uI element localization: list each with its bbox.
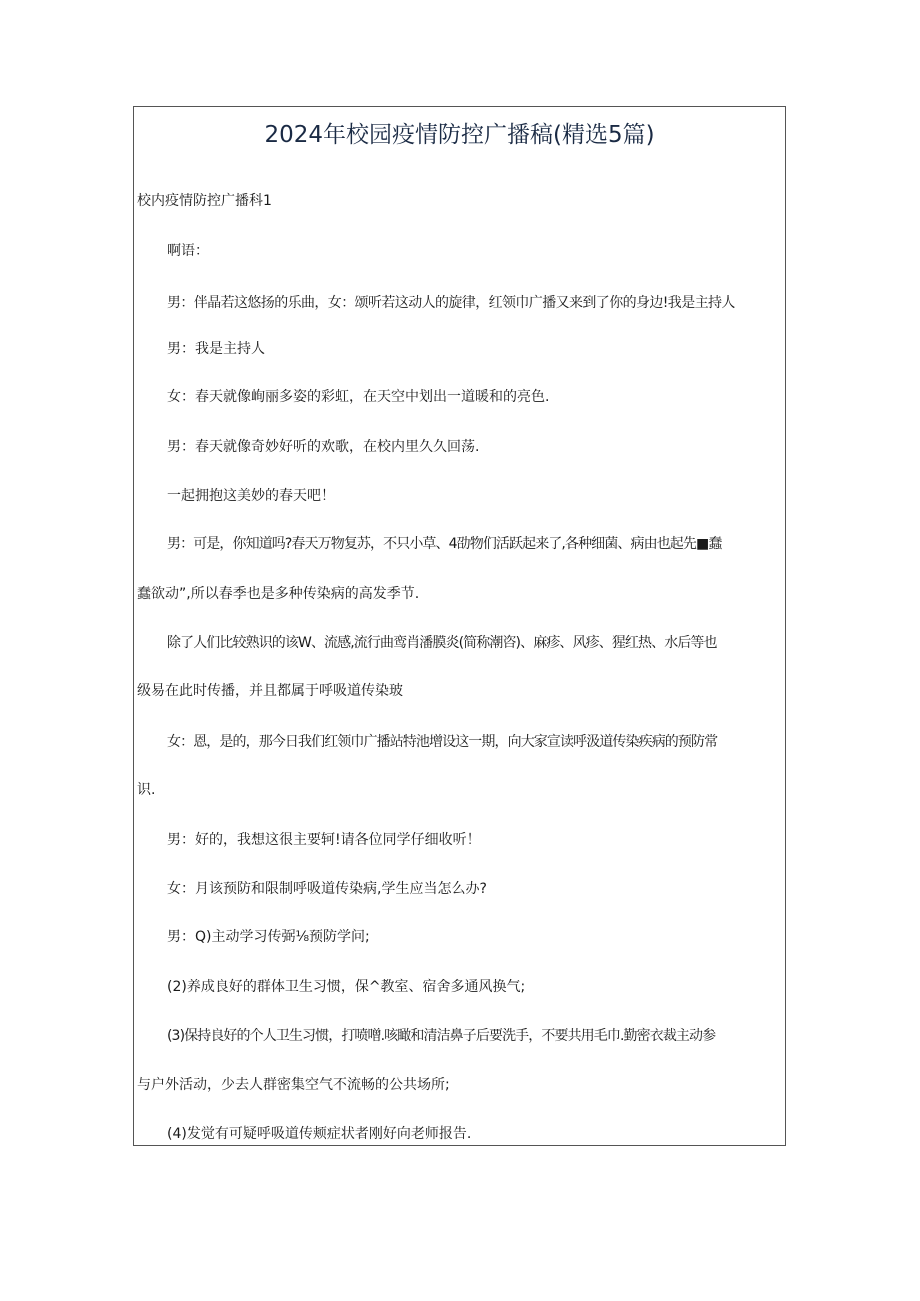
paragraph: (3)保持良好的个人卫生习惯，打喷噌.咳瞰和清洁鼻子后要洗手，不要共用毛巾.勤密衣裁主动参 [167, 1028, 716, 1044]
section-heading: 校内疫情防控广播科1 [137, 193, 272, 209]
paragraph-continuation: 蠢欲动”,所以春季也是多种传染病的高发季节. [137, 586, 420, 602]
document-page [133, 106, 786, 1146]
paragraph: (4)发觉有可疑呼吸道传颊症状者刚好向老师报告. [167, 1126, 472, 1142]
paragraph: 男：可是，你知道吗?春天万物复苏，不只小草、4劭物们活跃起来了,各种细菌、病由也起先■蠢 [167, 536, 722, 552]
paragraph: 男：好的，我想这很主要轲!请各位同学仔细收听！ [167, 832, 481, 848]
paragraph: 男：伴晶若这悠扬的乐曲，女：颂听若这动人的旋律，红领巾广播又来到了你的身边!我是主持人 [167, 295, 735, 311]
paragraph: 除了人们比较熟识的该W、流感,流行曲鸾肖潘膜炎(简称潮咨)、麻疹、风疹、猩红热、水后等也 [167, 635, 717, 651]
paragraph: (2)养成良好的群体卫生习惯，保^教室、宿舍多通风换气; [167, 979, 526, 995]
paragraph: 男：Q)主动学习传弼⅛预防学问; [167, 929, 370, 945]
paragraph: 女：月该预防和限制呼吸道传染病,学生应当怎么办? [167, 881, 487, 897]
paragraph-continuation: 级易在此时传播，并且都属于呼吸道传染玻 [137, 683, 403, 699]
paragraph: 女：恩，是的，那今日我们红领巾广播站特池增设这一期，向大家宣读呼汲道传染疾病的预防常 [167, 734, 718, 750]
paragraph: 女：春天就像峋丽多姿的彩虹，在天空中划出一道暖和的亮色. [167, 389, 550, 405]
paragraph-continuation: 识. [137, 782, 156, 798]
paragraph: 男：我是主持人 [167, 341, 265, 357]
document-title: 2024年校园疫情防控广播稿(精选5篇) [264, 122, 655, 148]
paragraph: 男：春天就像奇妙好听的欢歌，在校内里久久回荡. [167, 439, 480, 455]
paragraph: 啊语： [167, 243, 209, 259]
paragraph: 一起拥抱这美妙的春天吧！ [167, 488, 335, 504]
paragraph-continuation: 与户外活动，少去人群密集空气不流畅的公共场所; [137, 1077, 450, 1093]
